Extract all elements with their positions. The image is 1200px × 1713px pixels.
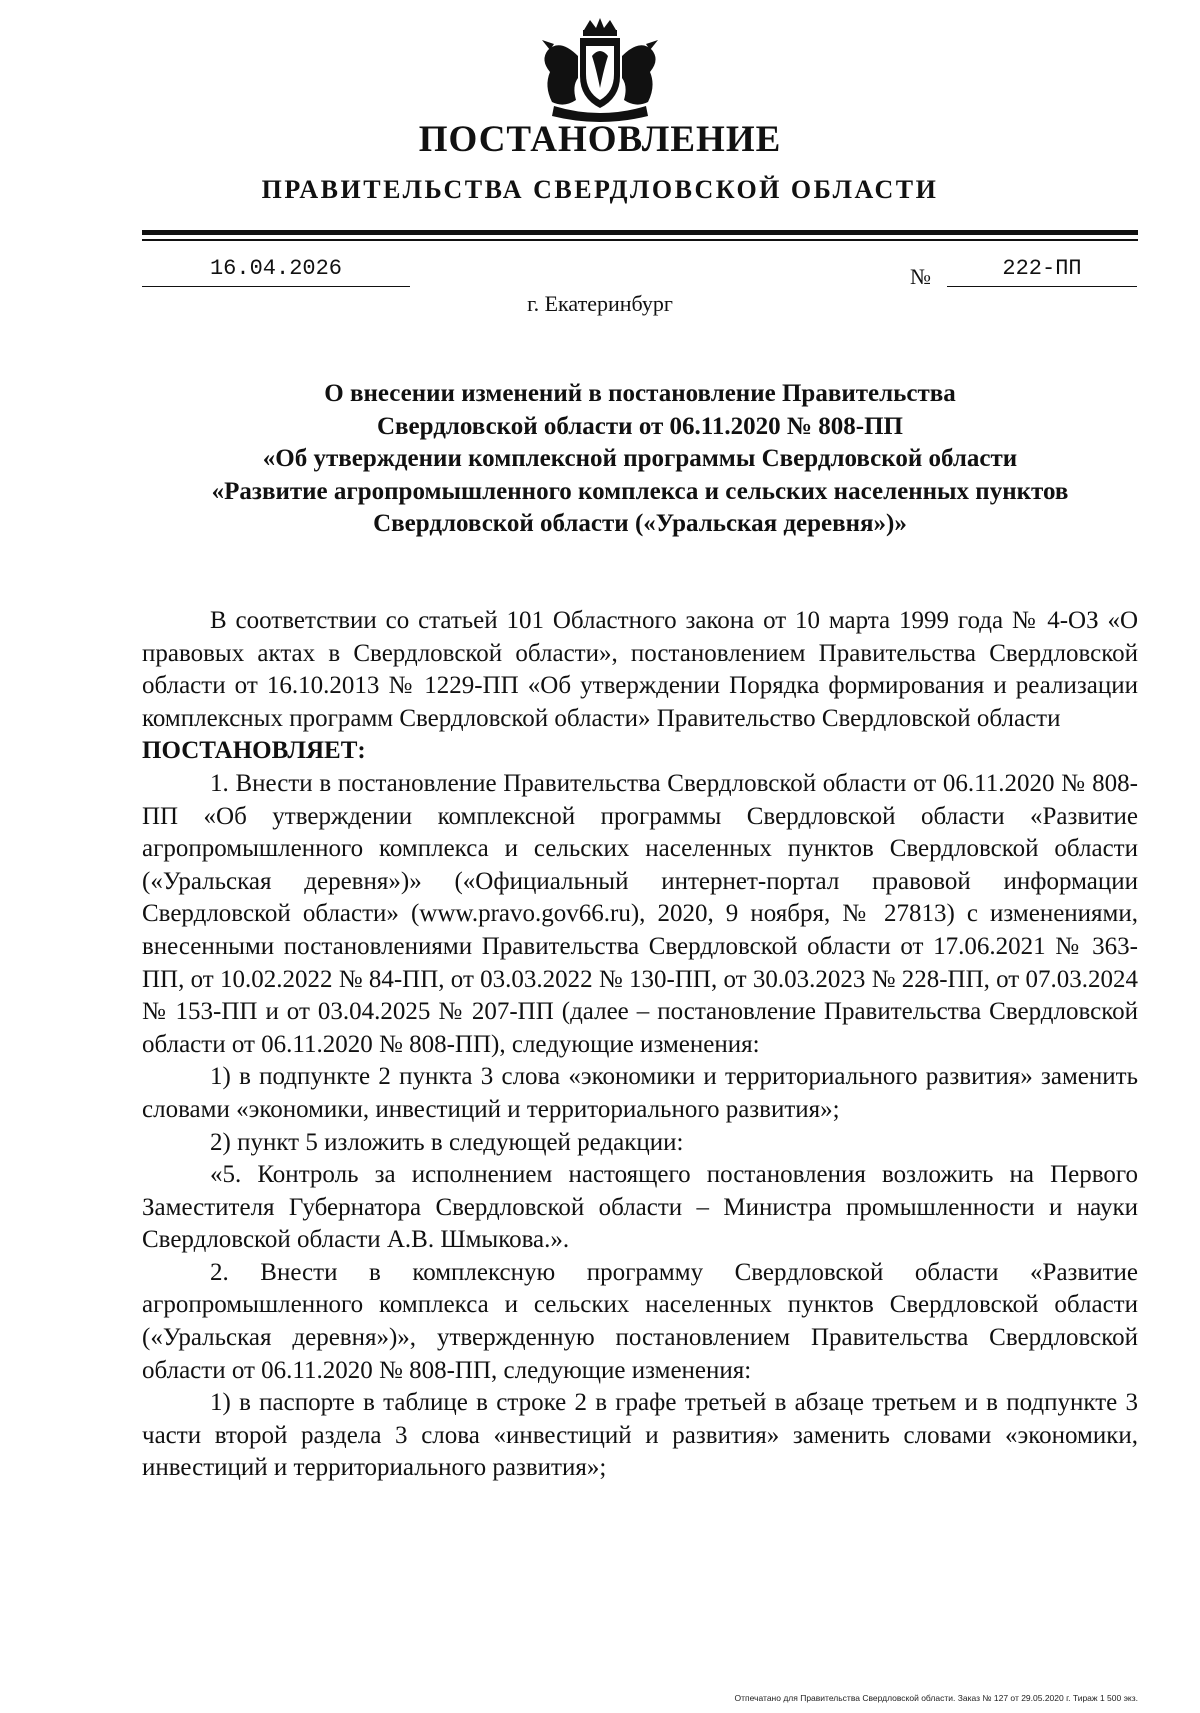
city-label: г. Екатеринбург <box>527 291 673 316</box>
document-date: 16.04.2026 <box>142 252 410 287</box>
heading-line: Свердловской области («Уральская деревня»)» <box>373 510 907 537</box>
paragraph-1: 1. Внести в постановление Правительства Свердловской области от 06.11.2020 № 808-ПП «Об утверждении комплексной программы Свердловской области «Развитие агропромышленного комплекса и сельских населенных пунктов Свердловской области («Уральская деревня»)» («Официальный интернет-портал правовой информации Свердловской области» (www.pravo.gov66.ru), 2020, 9 ноября, № 27813) с изменениями, внесенными постановлениями Правительства Свердловской области от 17.06.2021 № 363-ПП, от 10.02.2022 № 84-ПП, от 03.03.2022 № 130-ПП, от 30.03.2023 № 228-ПП, от 07.03.2024 № 153-ПП и от 03.04.2025 № 207-ПП (далее – постановление Правительства Свердловской области от 06.11.2020 № 808-ПП), следующие изменения: <box>142 769 1138 1058</box>
document-body <box>142 605 1138 1485</box>
paragraph-1-subitem-2-text: «5. Контроль за исполнением настоящего постановления возложить на Первого Заместителя Губернатора Свердловской области – Министра промышленности и науки Свердловской области А.В. Шмыкова.». <box>142 1161 1138 1254</box>
heading-line: «Об утверждении комплексной программы Свердловской области <box>262 445 1018 472</box>
paragraph-1-subitem-1: 1) в подпункте 2 пункта 3 слова «экономики и территориального развития» заменить словами «экономики, инвестиций и территориального развития»; <box>142 1063 1138 1123</box>
header-divider-thick <box>142 230 1138 235</box>
resolves-label: ПОСТАНОВЛЯЕТ: <box>142 737 366 765</box>
heading-line: О внесении изменений в постановление Правительства <box>324 380 956 407</box>
document-heading <box>142 378 1138 541</box>
heading-line: Свердловской области от 06.11.2020 № 808-ПП <box>376 412 903 440</box>
preamble-paragraph: В соответствии со статьей 101 Областного закона от 10 марта 1999 года № 4-ОЗ «О правовых актах в Свердловской области», постановлением Правительства Свердловской области от 16.10.2013 № 1229-ПП «Об утверждении Порядка формирования и реализации комплексных программ Свердловской области» Правительство Свердловской области <box>142 607 1138 732</box>
document-number: 222-ПП <box>947 252 1137 287</box>
document-type-title: ПОСТАНОВЛЕНИЕ <box>418 119 782 160</box>
issuer-subtitle: ПРАВИТЕЛЬСТВА СВЕРДЛОВСКОЙ ОБЛАСТИ <box>261 175 939 204</box>
print-imprint-footer: Отпечатано для Правительства Свердловской области. Заказ № 127 от 29.05.2020 г. Тираж 1 500 экз. <box>734 1693 1138 1703</box>
number-sign: № <box>910 264 931 289</box>
header-divider-thin <box>142 239 1138 241</box>
heading-line: «Развитие агропромышленного комплекса и сельских населенных пунктов <box>211 477 1069 505</box>
paragraph-2-subitem-1: 1) в паспорте в таблице в строке 2 в графе третьей в абзаце третьем и в подпункте 3 части второй раздела 3 слова «инвестиций и развития» заменить словами «экономики, инвестиций и территориального развития»; <box>142 1389 1138 1482</box>
paragraph-1-subitem-2: 2) пункт 5 изложить в следующей редакции: <box>210 1128 684 1156</box>
paragraph-2: 2. Внести в комплексную программу Свердловской области «Развитие агропромышленного комплекса и сельских населенных пунктов Свердловской области («Уральская деревня»)», утвержденную постановлением Правительства Свердловской области от 06.11.2020 № 808-ПП, следующие изменения: <box>142 1258 1138 1384</box>
coat-of-arms-emblem <box>520 16 680 126</box>
